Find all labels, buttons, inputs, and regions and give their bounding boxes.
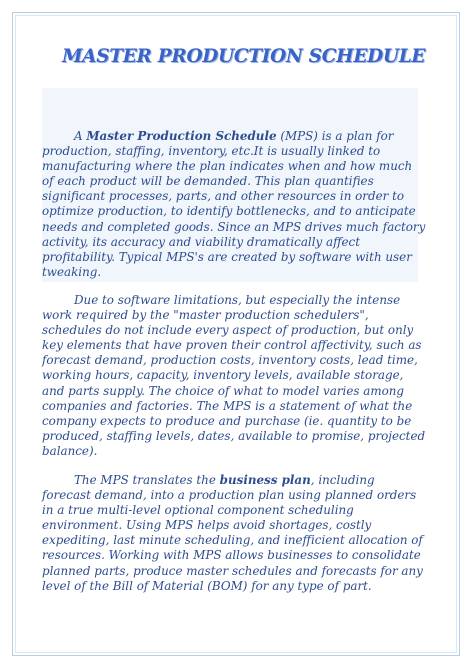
paragraph-software-limitations: Due to software limitations, but especially the intense work required by the "master production schedulers", schedules do not include every aspect of production, but only key elements that have proven their control affectivity, such as forecast demand, production costs, inventory costs, lead time, working hours, capacity, inventory levels, available storage, and parts supply. The choice of what to model varies among companies and factories. The MPS is a statement of what the company expects to produce and purchase (ie. quantity to be produced, staffing levels, dates, available to promise, projected balance). — [42, 293, 426, 458]
document-title: MASTER PRODUCTION SCHEDULE — [62, 46, 426, 67]
paragraph-business-plan — [42, 473, 426, 594]
paragraph-body: , including forecast demand, into a production plan using planned orders in a true multi-level optional component scheduling environment. Using MPS helps avoid shortages, costly expediting, last minute scheduling, and inefficient allocation of resources. Working with MPS allows businesses to consolidate planned parts, produce master schedules and forecasts for any level of the Bill of Material (BOM) for any type of part. — [42, 473, 423, 593]
paragraph-body: (MPS) is a plan for production, staffing, inventory, etc.It is usually linked to manufacturing where the plan indicates when and how much of each product will be demanded. This plan quantifies significant processes, parts, and other resources in order to optimize production, to identify bottlenecks, and to anticipate needs and completed goods. Since an MPS drives much factory activity, its accuracy and viability dramatically affect profitability. Typical MPS's are created by software with user tweaking. — [42, 129, 426, 279]
paragraph-mps-definition — [42, 129, 426, 280]
paragraph-intro: A — [74, 129, 87, 143]
paragraph-intro: The MPS translates the — [74, 473, 220, 487]
term-business-plan: business plan — [219, 473, 311, 487]
term-master-production-schedule: Master Production Schedule — [86, 129, 277, 143]
